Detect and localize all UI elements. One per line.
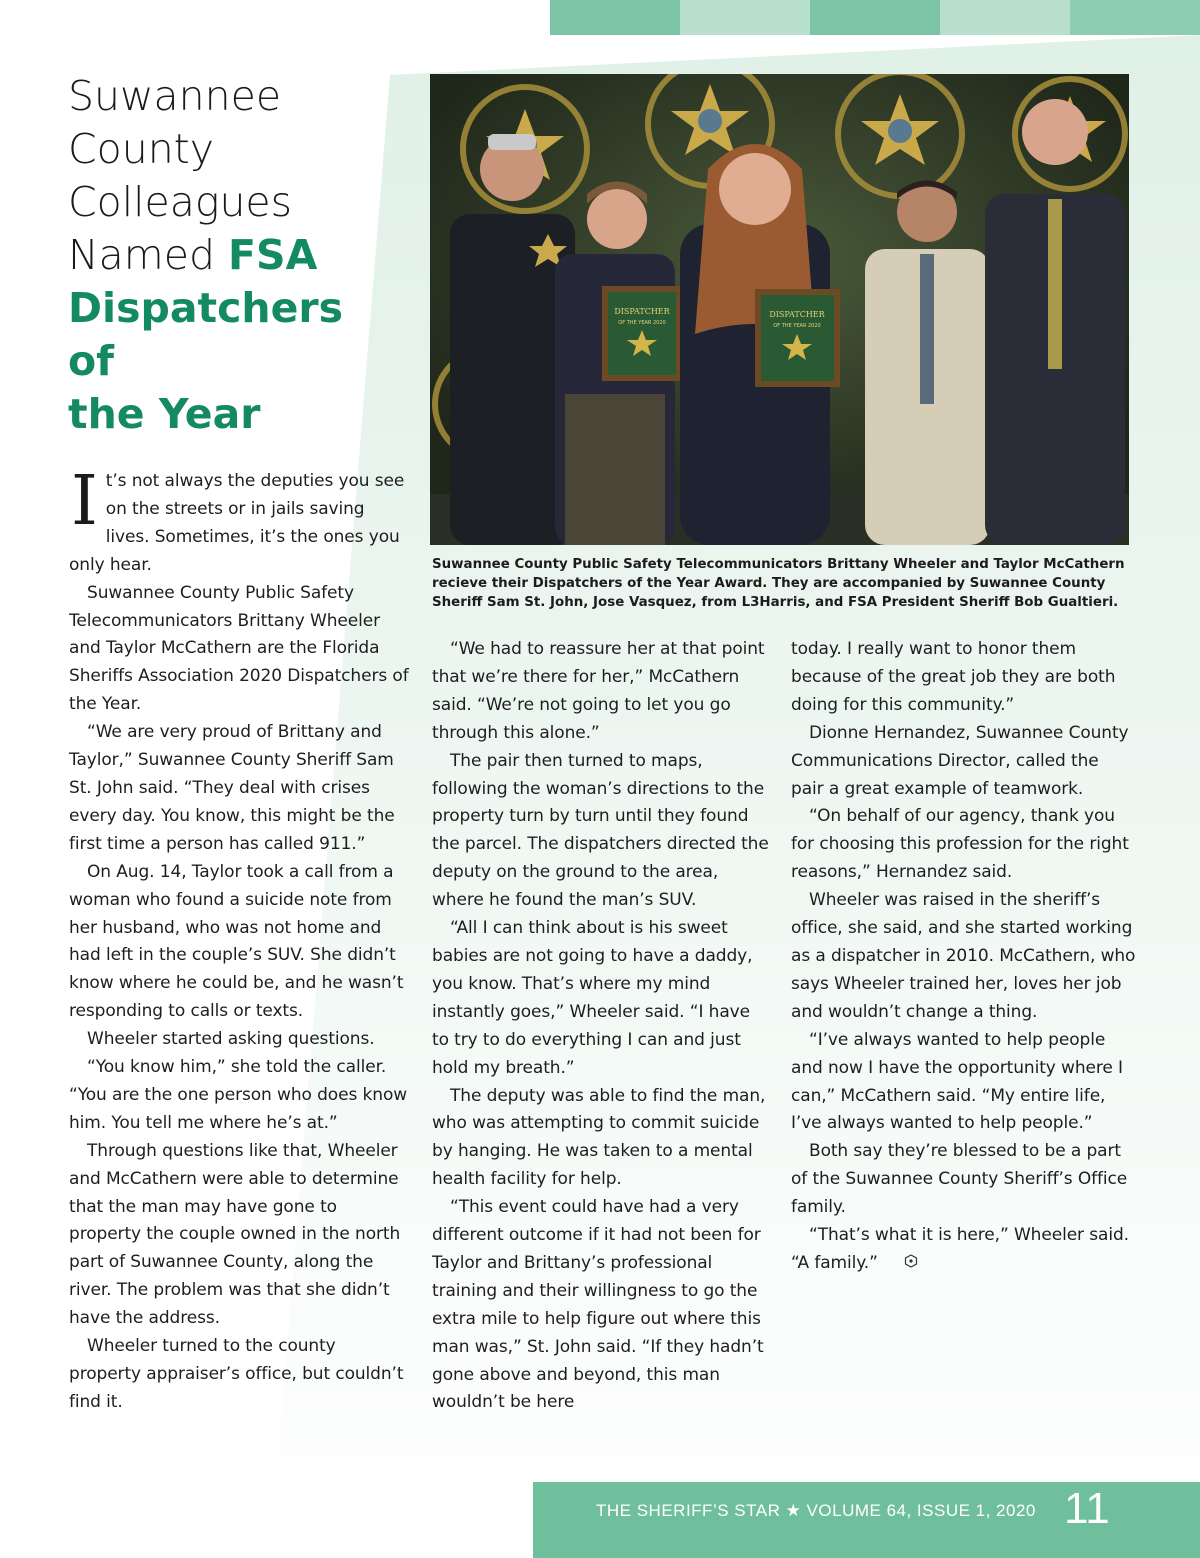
col3-paragraph-6: Both say they’re blessed to be a part of the Suwannee County Sheriff’s Office family. xyxy=(791,1141,1128,1218)
headline-accent-fsa: FSA xyxy=(228,231,318,279)
plaque-2-title: DISPATCHER xyxy=(769,310,825,319)
article-column-3 xyxy=(791,636,1136,1278)
col1-paragraph-5: Wheeler started asking questions. xyxy=(87,1029,375,1050)
plaque-1-title: DISPATCHER xyxy=(614,307,670,316)
col1-paragraph-6: “You know him,” she told the caller. “You are the one person who does know him. You tell me where he’s at.” xyxy=(69,1057,408,1133)
headline-line-3: Colleagues xyxy=(68,178,293,226)
col2-paragraph-1: “We had to reassure her at that point that we’re there for her,” McCathern said. “We’re not going to let you go through this alone.” xyxy=(432,639,765,743)
col3-paragraph-4: Wheeler was raised in the sheriff’s office, she said, and she started working as a dispatcher in 2010. McCathern, who says Wheeler trained her, loves her job and wouldn’t change a thing. xyxy=(791,890,1136,1022)
award-ceremony-photo xyxy=(430,74,1129,545)
col1-paragraph-4: On Aug. 14, Taylor took a call from a woman who found a suicide note from her husband, who was not home and had left in the couple’s SUV. She didn’t know where he could be, and he wasn’t responding to calls or texts. xyxy=(69,861,404,1022)
col3-paragraph-5: “I’ve always wanted to help people and now I have the opportunity where I can,” McCathern said. “My entire life, I’ve always wanted to help people.” xyxy=(791,1029,1123,1134)
star-badge-icon xyxy=(886,1250,918,1278)
col2-paragraph-3: “All I can think about is his sweet babies are not going to have a daddy, you know. That’s where my mind instantly goes,” Wheeler said. “I have to try to do everything I can and just hold my breath.” xyxy=(432,918,753,1078)
top-bar-3 xyxy=(810,0,940,35)
top-bar-2 xyxy=(680,0,810,35)
award-plaque-2 xyxy=(755,289,840,387)
col3-paragraph-3: “On behalf of our agency, thank you for choosing this profession for the right reasons,” Hernandez said. xyxy=(791,806,1129,883)
page-number: 11 xyxy=(1064,1484,1110,1533)
plaque-2-subtitle: OF THE YEAR 2020 xyxy=(773,323,821,329)
footer-publication-info: THE SHERIFF’S STAR ★ VOLUME 64, ISSUE 1, 2020 xyxy=(596,1501,1036,1520)
top-bar-5 xyxy=(1070,0,1200,35)
col1-paragraph-2: Suwannee County Public Safety Telecommunicators Brittany Wheeler and Taylor McCathern are the Florida Sheriffs Association 2020 Dispatchers of the Year. xyxy=(69,582,409,715)
photo-caption: Suwannee County Public Safety Telecommunicators Brittany Wheeler and Taylor McCathern recieve their Dispatchers of the Year Award. They are accompanied by Suwannee County Sheriff Sam St. John, Jose Vasquez, from L3Harris, and FSA President Sheriff Bob Gualtieri. xyxy=(432,557,1125,610)
col3-paragraph-1: today. I really want to honor them because of the great job they are both doing for this community.” xyxy=(791,639,1116,715)
award-plaque-1 xyxy=(602,286,682,381)
col3-paragraph-2: Dionne Hernandez, Suwannee County Communications Director, called the pair a great example of teamwork. xyxy=(791,722,1129,799)
col3-paragraph-7-text: “That’s what it is here,” Wheeler said. “A family.” xyxy=(791,1225,1129,1273)
top-color-bars xyxy=(550,0,1200,35)
headline-line-6: the Year xyxy=(68,390,261,438)
col2-paragraph-2: The pair then turned to maps, following the woman’s directions to the property turn by turn until they found the parcel. The dispatchers directed the deputy on the ground to the area, where he found the man’s SUV. xyxy=(432,750,769,911)
headline-line-4: Named xyxy=(68,231,229,279)
top-bar-4 xyxy=(940,0,1070,35)
col1-paragraph-3: “We are very proud of Brittany and Taylor,” Suwannee County Sheriff Sam St. John said. “They deal with crises every day. You know, this might be the first time a person has called 911.” xyxy=(69,722,395,854)
article-column-2 xyxy=(432,636,772,1417)
headline-line-1: Suwannee xyxy=(68,72,282,120)
col1-paragraph-1-text: t’s not always the deputies you see on the streets or in jails saving lives. Sometimes, it’s the ones you only hear. xyxy=(69,471,405,575)
article-headline xyxy=(68,70,398,441)
col2-paragraph-5: “This event could have had a very different outcome if it had not been for Taylor and Brittany’s professional training and their willingness to go the extra mile to help figure out where this man was,” St. John said. “If they hadn’t gone above and beyond, this man wouldn’t be here xyxy=(432,1197,764,1413)
headline-line-5: Dispatchers of xyxy=(68,284,344,385)
photo-illustration xyxy=(430,74,1129,545)
headline-line-2: County xyxy=(68,125,215,173)
plaque-1-subtitle: OF THE YEAR 2020 xyxy=(618,320,666,326)
top-bar-1 xyxy=(550,0,680,35)
col2-paragraph-4: The deputy was able to find the man, who was attempting to commit suicide by hanging. He was taken to a mental health facility for help. xyxy=(432,1085,766,1190)
drop-cap: I xyxy=(71,462,98,541)
article-column-1 xyxy=(69,462,409,1417)
col1-paragraph-1 xyxy=(69,462,409,580)
col1-paragraph-7: Through questions like that, Wheeler and McCathern were able to determine that the man may have gone to property the couple owned in the north part of Suwannee County, along the river. The problem was that she didn’t have the address. xyxy=(69,1140,401,1329)
col1-paragraph-8: Wheeler turned to the county property appraiser’s office, but couldn’t find it. xyxy=(69,1336,404,1412)
col3-paragraph-7 xyxy=(791,1222,1136,1278)
